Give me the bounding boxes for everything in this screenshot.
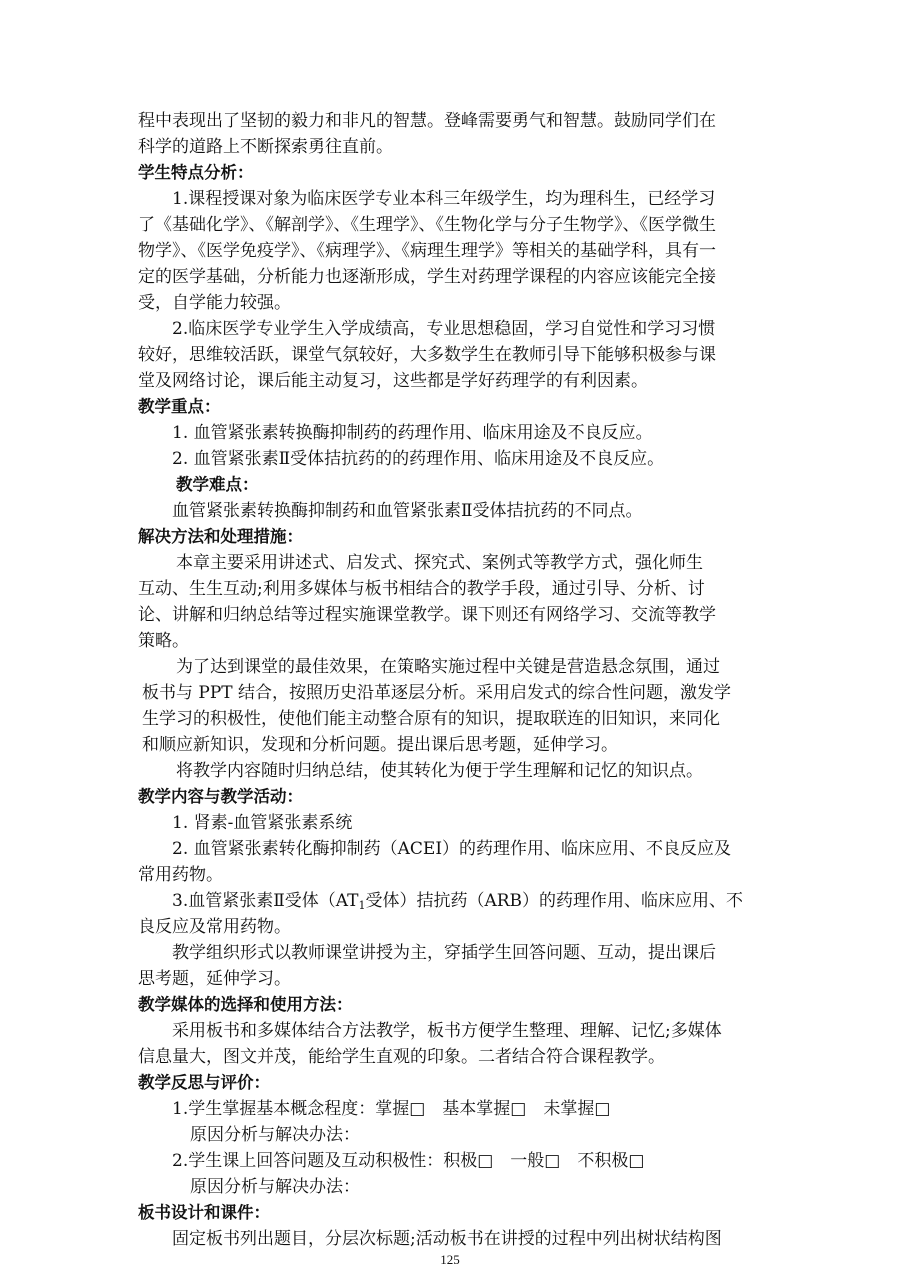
text-segment: 受体）拮抗药（ARB）的药理作用、临床应用、不 xyxy=(365,891,744,911)
text-line: 原因分析与解决办法： xyxy=(190,1125,360,1145)
text-line: 了《基础化学》、《解剖学》、《生理学》、《生物化学与分子生物学》、《医学微生 xyxy=(138,215,716,235)
text-line: 血管紧张素转换酶抑制药和血管紧张素Ⅱ受体拮抗药的不同点。 xyxy=(172,501,643,521)
text-line: 思考题，延伸学习。 xyxy=(138,969,291,989)
list-item: 1. 血管紧张素转换酶抑制药的药理作用、临床用途及不良反应。 xyxy=(172,423,653,443)
text-line: 互动、生生互动;利用多媒体与板书相结合的教学手段，通过引导、分析、讨 xyxy=(138,579,705,599)
text-line: 策略。 xyxy=(138,631,189,651)
text-line: 采用板书和多媒体结合方法教学，板书方便学生整理、理解、记忆;多媒体 xyxy=(172,1021,722,1041)
text-line: 良反应及常用药物。 xyxy=(138,917,291,937)
section-heading-board: 板书设计和课件： xyxy=(138,1203,270,1222)
text-line: 生学习的积极性，使他们能主动整合原有的知识，提取联连的旧知识，来同化 xyxy=(142,709,720,729)
text-line: 较好，思维较活跃，课堂气氛较好，大多数学生在教师引导下能够积极参与课 xyxy=(138,345,716,365)
list-item xyxy=(172,888,743,914)
text-line: 定的医学基础，分析能力也逐渐形成，学生对药理学课程的内容应该能完全接 xyxy=(138,267,716,287)
text-line: 堂及网络讨论，课后能主动复习，这些都是学好药理学的有利因素。 xyxy=(138,371,648,391)
list-item: 1.学生掌握基本概念程度：掌握□ 基本掌握□ 未掌握□ xyxy=(172,1099,611,1119)
section-heading-students: 学生特点分析： xyxy=(138,163,254,182)
text-line: 将教学内容随时归纳总结，使其转化为便于学生理解和记忆的知识点。 xyxy=(176,761,703,781)
text-line: 常用药物。 xyxy=(138,865,223,885)
text-line: 信息量大，图文并茂，能给学生直观的印象。二者结合符合课程教学。 xyxy=(138,1047,665,1067)
text-line: 为了达到课堂的最佳效果，在策略实施过程中关键是营造悬念氛围，通过 xyxy=(176,657,720,677)
page-number: 125 xyxy=(440,1252,460,1267)
list-item: 2. 血管紧张素Ⅱ受体拮抗药的的药理作用、临床用途及不良反应。 xyxy=(172,449,665,469)
text-line: 板书与 PPT 结合，按照历史沿革逐层分析。采用启发式的综合性问题，激发学 xyxy=(142,683,732,703)
text-line: 物学》、《医学免疫学》、《病理学》、《病理生理学》等相关的基础学科，具有一 xyxy=(138,241,716,261)
text-line: 论、讲解和归纳总结等过程实施课堂教学。课下则还有网络学习、交流等教学 xyxy=(138,605,716,625)
text-line: 受，自学能力较强。 xyxy=(138,293,291,313)
text-line: 原因分析与解决办法： xyxy=(190,1177,360,1197)
section-heading-difficulty: 教学难点： xyxy=(176,475,259,494)
section-heading-key-points: 教学重点： xyxy=(138,397,221,416)
text-segment: 3.血管紧张素Ⅱ受体（AT xyxy=(172,891,359,911)
section-heading-media: 教学媒体的选择和使用方法： xyxy=(138,995,353,1014)
list-item: 2.学生课上回答问题及互动积极性：积极□ 一般□ 不积极□ xyxy=(172,1151,645,1171)
section-heading-methods: 解决方法和处理措施： xyxy=(138,527,303,546)
list-item: 2. 血管紧张素转化酶抑制药（ACEI）的药理作用、临床应用、不良反应及 xyxy=(172,839,732,859)
section-heading-content: 教学内容与教学活动： xyxy=(138,787,303,806)
text-line: 科学的道路上不断探索勇往直前。 xyxy=(138,137,393,157)
subscript: 1 xyxy=(358,899,366,912)
text-line: 本章主要采用讲述式、启发式、探究式、案例式等教学方式，强化师生 xyxy=(176,553,703,573)
text-line: 和顺应新知识，发现和分析问题。提出课后思考题，延伸学习。 xyxy=(142,735,618,755)
text-line: 1.课程授课对象为临床医学专业本科三年级学生，均为理科生，已经学习 xyxy=(172,189,716,209)
text-line: 教学组织形式以教师课堂讲授为主，穿插学生回答问题、互动，提出课后 xyxy=(172,943,716,963)
list-item: 1. 肾素-血管紧张素系统 xyxy=(172,813,353,833)
text-line: 程中表现出了坚韧的毅力和非凡的智慧。登峰需要勇气和智慧。鼓励同学们在 xyxy=(138,111,716,131)
section-heading-reflection: 教学反思与评价： xyxy=(138,1073,270,1092)
text-line: 2.临床医学专业学生入学成绩高，专业思想稳固，学习自觉性和学习习惯 xyxy=(172,319,716,339)
text-line: 固定板书列出题目，分层次标题;活动板书在讲授的过程中列出树状结构图 xyxy=(172,1229,722,1249)
